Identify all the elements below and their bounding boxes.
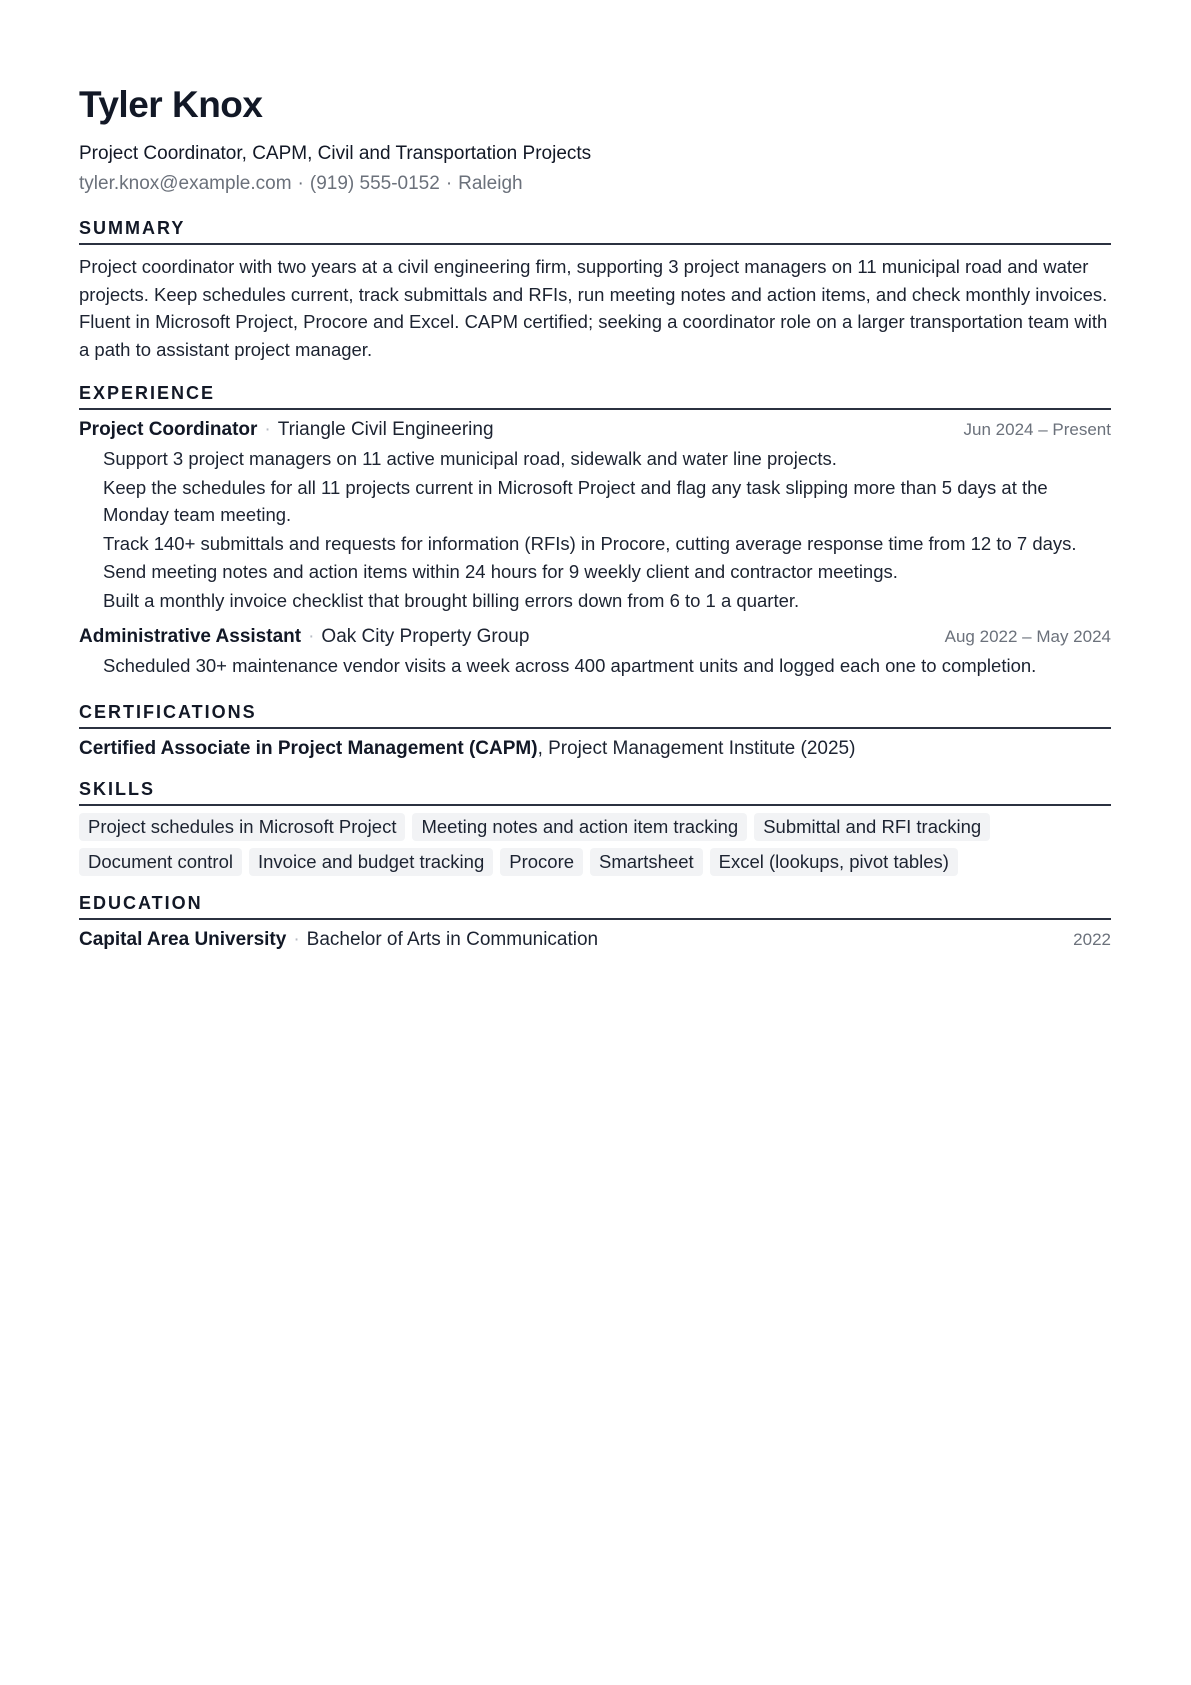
summary-text: Project coordinator with two years at a civil engineering firm, supporting 3 project managers on 11 municipal road and water projects. Keep schedules current, track submittals and RFIs, run meeting notes and action items, and check monthly invoices. Fluent in Microsoft Project, Procore and Excel. CAPM certified; seeking a coordinator role on a larger transportation team with a path to assistant project manager. — [79, 256, 1108, 360]
experience-entry — [79, 624, 1111, 680]
section-title-summary: SUMMARY — [79, 217, 1111, 245]
degree: Bachelor of Arts in Communication — [306, 928, 599, 950]
skill-chip: Excel (lookups, pivot tables) — [710, 848, 958, 876]
section-title-experience: EXPERIENCE — [79, 382, 1111, 410]
job-role: Project Coordinator — [79, 419, 258, 440]
skill-chip: Document control — [79, 848, 242, 876]
headline: Project Coordinator, CAPM, Civil and Transportation Projects — [79, 143, 592, 164]
experience-entry — [79, 417, 1111, 614]
entry-header — [79, 417, 1111, 443]
job-bullets — [79, 652, 1111, 680]
skill-chip: Project schedules in Microsoft Project — [79, 813, 405, 841]
candidate-name: Tyler Knox — [79, 84, 263, 125]
skill-chip: Smartsheet — [590, 848, 703, 876]
entry-header — [79, 624, 1111, 650]
location: Raleigh — [458, 173, 523, 194]
list-item: Built a monthly invoice checklist that brought billing errors down from 6 to 1 a quarter. — [103, 589, 800, 611]
job-org: Oak City Property Group — [321, 626, 530, 647]
entry-separator: · — [293, 928, 300, 950]
certification-name: Certified Associate in Project Management (CAPM) — [79, 737, 538, 759]
job-dates: Aug 2022 – May 2024 — [944, 627, 1111, 646]
section-title-skills: SKILLS — [79, 778, 1111, 806]
skill-chip: Invoice and budget tracking — [249, 848, 493, 876]
skills-list — [79, 813, 1111, 876]
entry-separator: · — [308, 626, 315, 647]
education-entry — [79, 927, 1111, 953]
job-org: Triangle Civil Engineering — [277, 419, 494, 440]
job-dates: Jun 2024 – Present — [963, 420, 1111, 439]
email-link[interactable]: tyler.knox@example.com — [79, 173, 292, 194]
list-item: Send meeting notes and action items within 24 hours for 9 weekly client and contractor meetings. — [103, 561, 898, 582]
section-title-certifications: CERTIFICATIONS — [79, 701, 1111, 729]
skill-chip: Meeting notes and action item tracking — [412, 813, 747, 841]
certification-detail: , Project Management Institute (2025) — [537, 737, 856, 759]
skill-chip: Submittal and RFI tracking — [754, 813, 990, 841]
contact-separator: · — [445, 173, 453, 194]
job-role: Administrative Assistant — [79, 626, 302, 647]
list-item: Keep the schedules for all 11 projects current in Microsoft Project and flag any task slipping more than 5 days at the Monday team meeting. — [103, 476, 1048, 525]
school-name: Capital Area University — [79, 928, 287, 950]
skill-chip: Procore — [500, 848, 583, 876]
certification-entry — [79, 736, 1111, 762]
list-item: Track 140+ submittals and requests for information (RFIs) in Procore, cutting average response time from 12 to 7 days. — [103, 532, 1077, 554]
entry-separator: · — [264, 419, 271, 440]
graduation-year: 2022 — [1073, 929, 1111, 949]
job-bullets — [79, 445, 1111, 614]
list-item: Scheduled 30+ maintenance vendor visits a week across 400 apartment units and logged each one to completion. — [103, 655, 1037, 676]
resume-page — [79, 78, 1111, 953]
contact-line — [79, 172, 1111, 196]
contact-separator: · — [297, 173, 304, 194]
phone-number: (919) 555-0152 — [309, 173, 440, 194]
list-item: Support 3 project managers on 11 active municipal road, sidewalk and water line projects. — [103, 448, 837, 469]
section-title-education: EDUCATION — [79, 892, 1111, 920]
